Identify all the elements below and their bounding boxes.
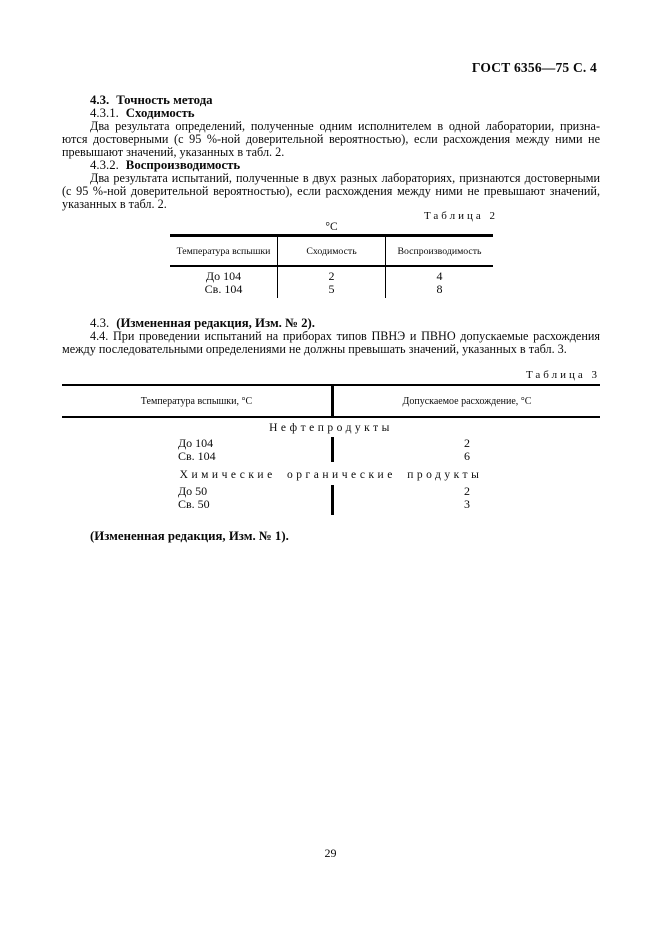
paragraph-line: Два результата определений, полученные одним исполнителем в одной лаборатории, призна- xyxy=(90,119,600,133)
table2 xyxy=(170,234,493,298)
paragraph-line: между последовательными определениями не должны превышать значений, указанных в табл. 3. xyxy=(62,342,567,356)
table2-header-cell: Сходимость xyxy=(277,237,385,265)
table3-cell: 6 xyxy=(464,448,470,463)
paragraph-line: (с 95 %-ной доверительной вероятностью), если расхождения между ними не превышают значений, xyxy=(62,184,600,198)
paragraph-line: Два результата испытаний, полученные в двух разных лабораториях, признаются достоверными xyxy=(90,171,600,185)
table2-unit-label: °С xyxy=(325,221,338,233)
table2-caption: Таблица 2 xyxy=(423,210,498,222)
table3-cell: 2 xyxy=(464,436,470,450)
table2-cell: 8 xyxy=(436,281,443,296)
table3-cell: До 50 xyxy=(178,484,208,498)
table3-cell: 3 xyxy=(464,496,470,511)
table3-column-divergence xyxy=(331,485,600,515)
table2-header-row xyxy=(170,234,493,267)
amendment-note: (Измененная редакция, Изм. № 1). xyxy=(90,529,289,543)
table3-header-cell: Допускаемое расхождение, °С xyxy=(331,386,600,416)
table2-cell: 4 xyxy=(436,269,443,283)
table3 xyxy=(62,384,600,515)
table2-cell: До 104 xyxy=(205,269,242,283)
amendment-4-3-text: (Измененная редакция, Изм. № 2). xyxy=(116,316,315,330)
heading-4-3-2-number: 4.3.2. xyxy=(90,158,119,172)
table3-group-chemical-rows xyxy=(62,485,600,515)
table3-group-title-chemical: Химические органические продукты xyxy=(179,469,483,481)
paragraph-4-3-1 xyxy=(62,120,600,159)
heading-4-3-title: Точность метода xyxy=(116,93,213,107)
heading-4-3-2-title: Воспроизводимость xyxy=(125,158,241,172)
table3-header-row xyxy=(62,384,600,418)
paragraph-line: ются достоверными (с 95 %-ной доверительной вероятностью), если расхождения между ними не xyxy=(62,132,600,146)
table3-caption: Таблица 3 xyxy=(525,369,600,381)
table2-column-repeatability xyxy=(277,267,385,298)
paragraph-line: 4.4. При проведении испытаний на приборах типов ПВНЭ и ПВНО допускаемые расхождения xyxy=(90,329,600,343)
table2-header-cell: Воспроизводимость xyxy=(385,237,493,265)
paragraph-line: превышают значений, указанных в табл. 2. xyxy=(62,145,285,159)
table3-column-temperature xyxy=(62,485,331,515)
table2-column-temperature xyxy=(170,267,277,298)
heading-4-3-1-number: 4.3.1. xyxy=(90,106,119,120)
table2-body xyxy=(170,267,493,298)
table3-column-temperature xyxy=(62,437,331,462)
table2-cell: Св. 104 xyxy=(204,281,243,296)
heading-4-3-number: 4.3. xyxy=(90,93,110,107)
table2-header-cell: Температура вспышки xyxy=(176,246,271,257)
table3-cell: Св. 104 xyxy=(178,448,216,463)
table3-column-divergence xyxy=(331,437,600,462)
paragraph-4-4 xyxy=(62,330,600,356)
table3-group-title-petroleum: Нефтепродукты xyxy=(269,422,393,434)
running-header: ГОСТ 6356—75 С. 4 xyxy=(471,60,597,75)
table3-cell: Св. 50 xyxy=(178,496,210,511)
table3-header-cell: Температура вспышки, °С xyxy=(140,396,253,407)
paragraph-line: указанных в табл. 2. xyxy=(62,197,167,211)
table2-column-reproducibility xyxy=(385,267,493,298)
table3-cell: До 104 xyxy=(178,436,214,450)
table2-cell: 2 xyxy=(328,269,335,283)
heading-4-3-1-title: Сходимость xyxy=(125,106,195,120)
amendment-4-3-number: 4.3. xyxy=(90,316,110,330)
page-number: 29 xyxy=(324,846,337,860)
table3-group-petroleum-rows xyxy=(62,437,600,462)
table3-cell: 2 xyxy=(464,484,470,498)
paragraph-4-3-2 xyxy=(62,172,600,211)
table2-cell: 5 xyxy=(328,281,335,296)
